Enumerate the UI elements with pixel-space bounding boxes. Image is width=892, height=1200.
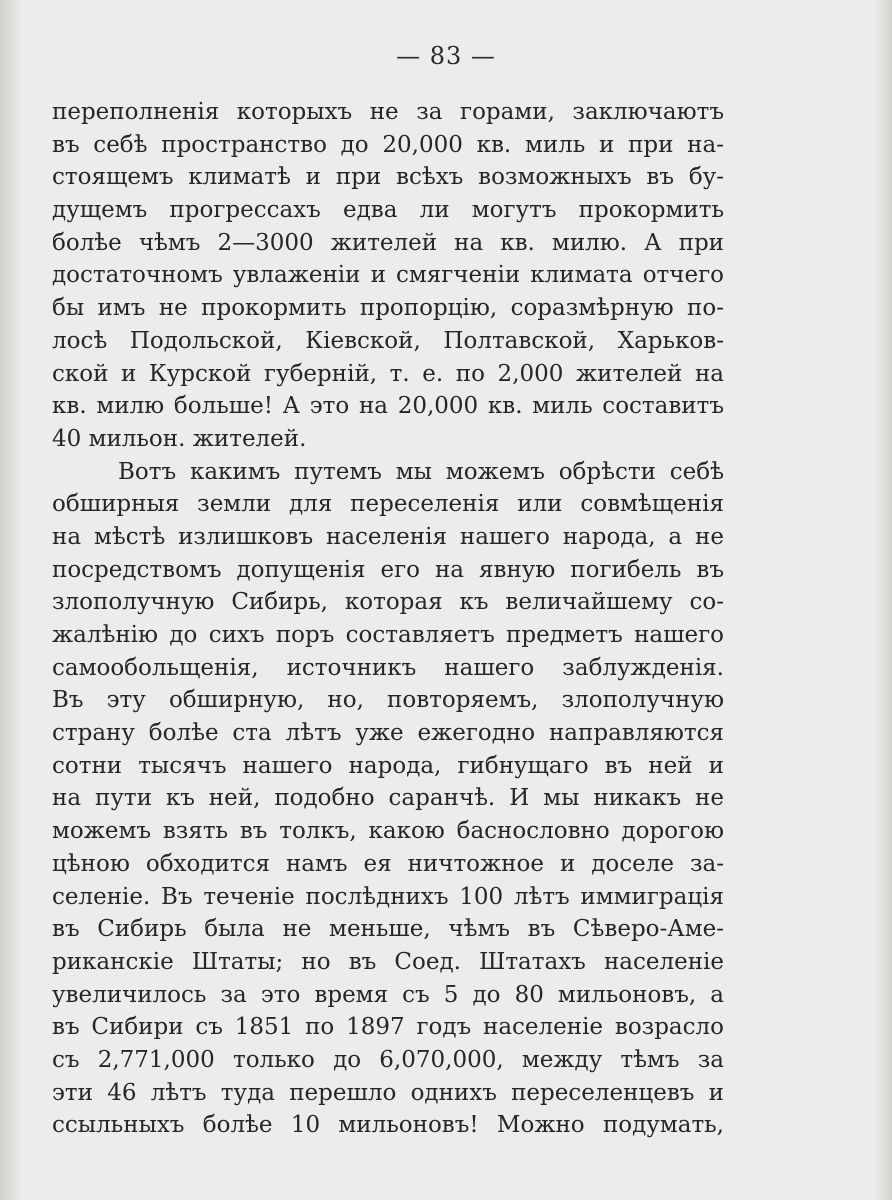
text-line: страну болѣе ста лѣтъ уже ежегодно направляются: [52, 720, 724, 747]
text-line: въ себѣ пространство до 20,000 кв. миль и при на-: [52, 131, 724, 158]
text-line: въ Сибири съ 1851 по 1897 годъ населеніе возрасло: [52, 1014, 724, 1041]
text-line: цѣною обходится намъ ея ничтожное и доселе за-: [52, 850, 724, 877]
text-line: обширныя земли для переселенія или совмѣщенія: [52, 491, 724, 518]
text-line: на пути къ ней, подобно саранчѣ. И мы никакъ не: [52, 785, 724, 812]
paragraph-start-line: Вотъ какимъ путемъ мы можемъ обрѣсти себѣ: [118, 458, 724, 485]
text-line: Въ эту обширную, но, повторяемъ, злополучную: [52, 687, 724, 714]
text-line: съ 2,771,000 только до 6,070,000, между тѣмъ за: [52, 1046, 724, 1073]
text-line: жалѣнію до сихъ поръ составляетъ предметъ нашего: [52, 622, 724, 648]
text-line: болѣе чѣмъ 2—3000 жителей на кв. милю. А при: [52, 229, 724, 256]
text-line: достаточномъ увлаженіи и смягченіи климата отчего: [52, 262, 724, 289]
text-line: увеличилось за это время съ 5 до 80 мильоновъ, а: [52, 981, 724, 1008]
text-line: бы имъ не прокормить пропорцію, соразмѣрную по-: [52, 295, 724, 322]
text-line: лосѣ Подольской, Кіевской, Полтавской, Харьков-: [52, 327, 724, 354]
text-line: эти 46 лѣтъ туда перешло однихъ переселенцевъ и: [52, 1079, 724, 1106]
text-line: сотни тысячъ нашего народа, гибнущаго въ ней и: [52, 752, 724, 779]
text-line: посредствомъ допущенія его на явную погибель въ: [52, 556, 724, 583]
text-line: дущемъ прогрессахъ едва ли могутъ прокормить: [52, 197, 724, 224]
page-number: — 83 —: [396, 42, 496, 70]
text-line: кв. милю больше! А это на 20,000 кв. миль составитъ: [52, 393, 724, 420]
text-line: можемъ взять въ толкъ, какою баснословно дорогою: [52, 818, 724, 845]
text-line: въ Сибирь была не меньше, чѣмъ въ Сѣверо-Аме-: [52, 916, 724, 943]
text-line: стоящемъ климатѣ и при всѣхъ возможныхъ въ бу-: [52, 164, 724, 191]
text-line: ской и Курской губерній, т. е. по 2,000 жителей на: [52, 360, 724, 387]
page-gutter-shadow: [0, 0, 22, 1200]
text-line: злополучную Сибирь, которая къ величайшему со-: [52, 589, 724, 616]
text-line: селеніе. Въ теченіе послѣднихъ 100 лѣтъ иммиграція: [52, 883, 724, 910]
body-text: [52, 96, 724, 1142]
text-line: риканскіе Штаты; но въ Соед. Штатахъ населеніе: [52, 948, 724, 975]
text-line: самообольщенія, источникъ нашего заблужденія.: [52, 654, 724, 681]
text-line: на мѣстѣ излишковъ населенія нашего народа, а не: [52, 523, 724, 550]
page-edge-shadow: [874, 0, 892, 1200]
text-line: переполненія которыхъ не за горами, заключаютъ: [52, 99, 724, 125]
paragraph-end-line: 40 мильон. жителей.: [52, 425, 307, 452]
text-line: ссыльныхъ болѣе 10 мильоновъ! Можно подумать,: [52, 1112, 724, 1139]
